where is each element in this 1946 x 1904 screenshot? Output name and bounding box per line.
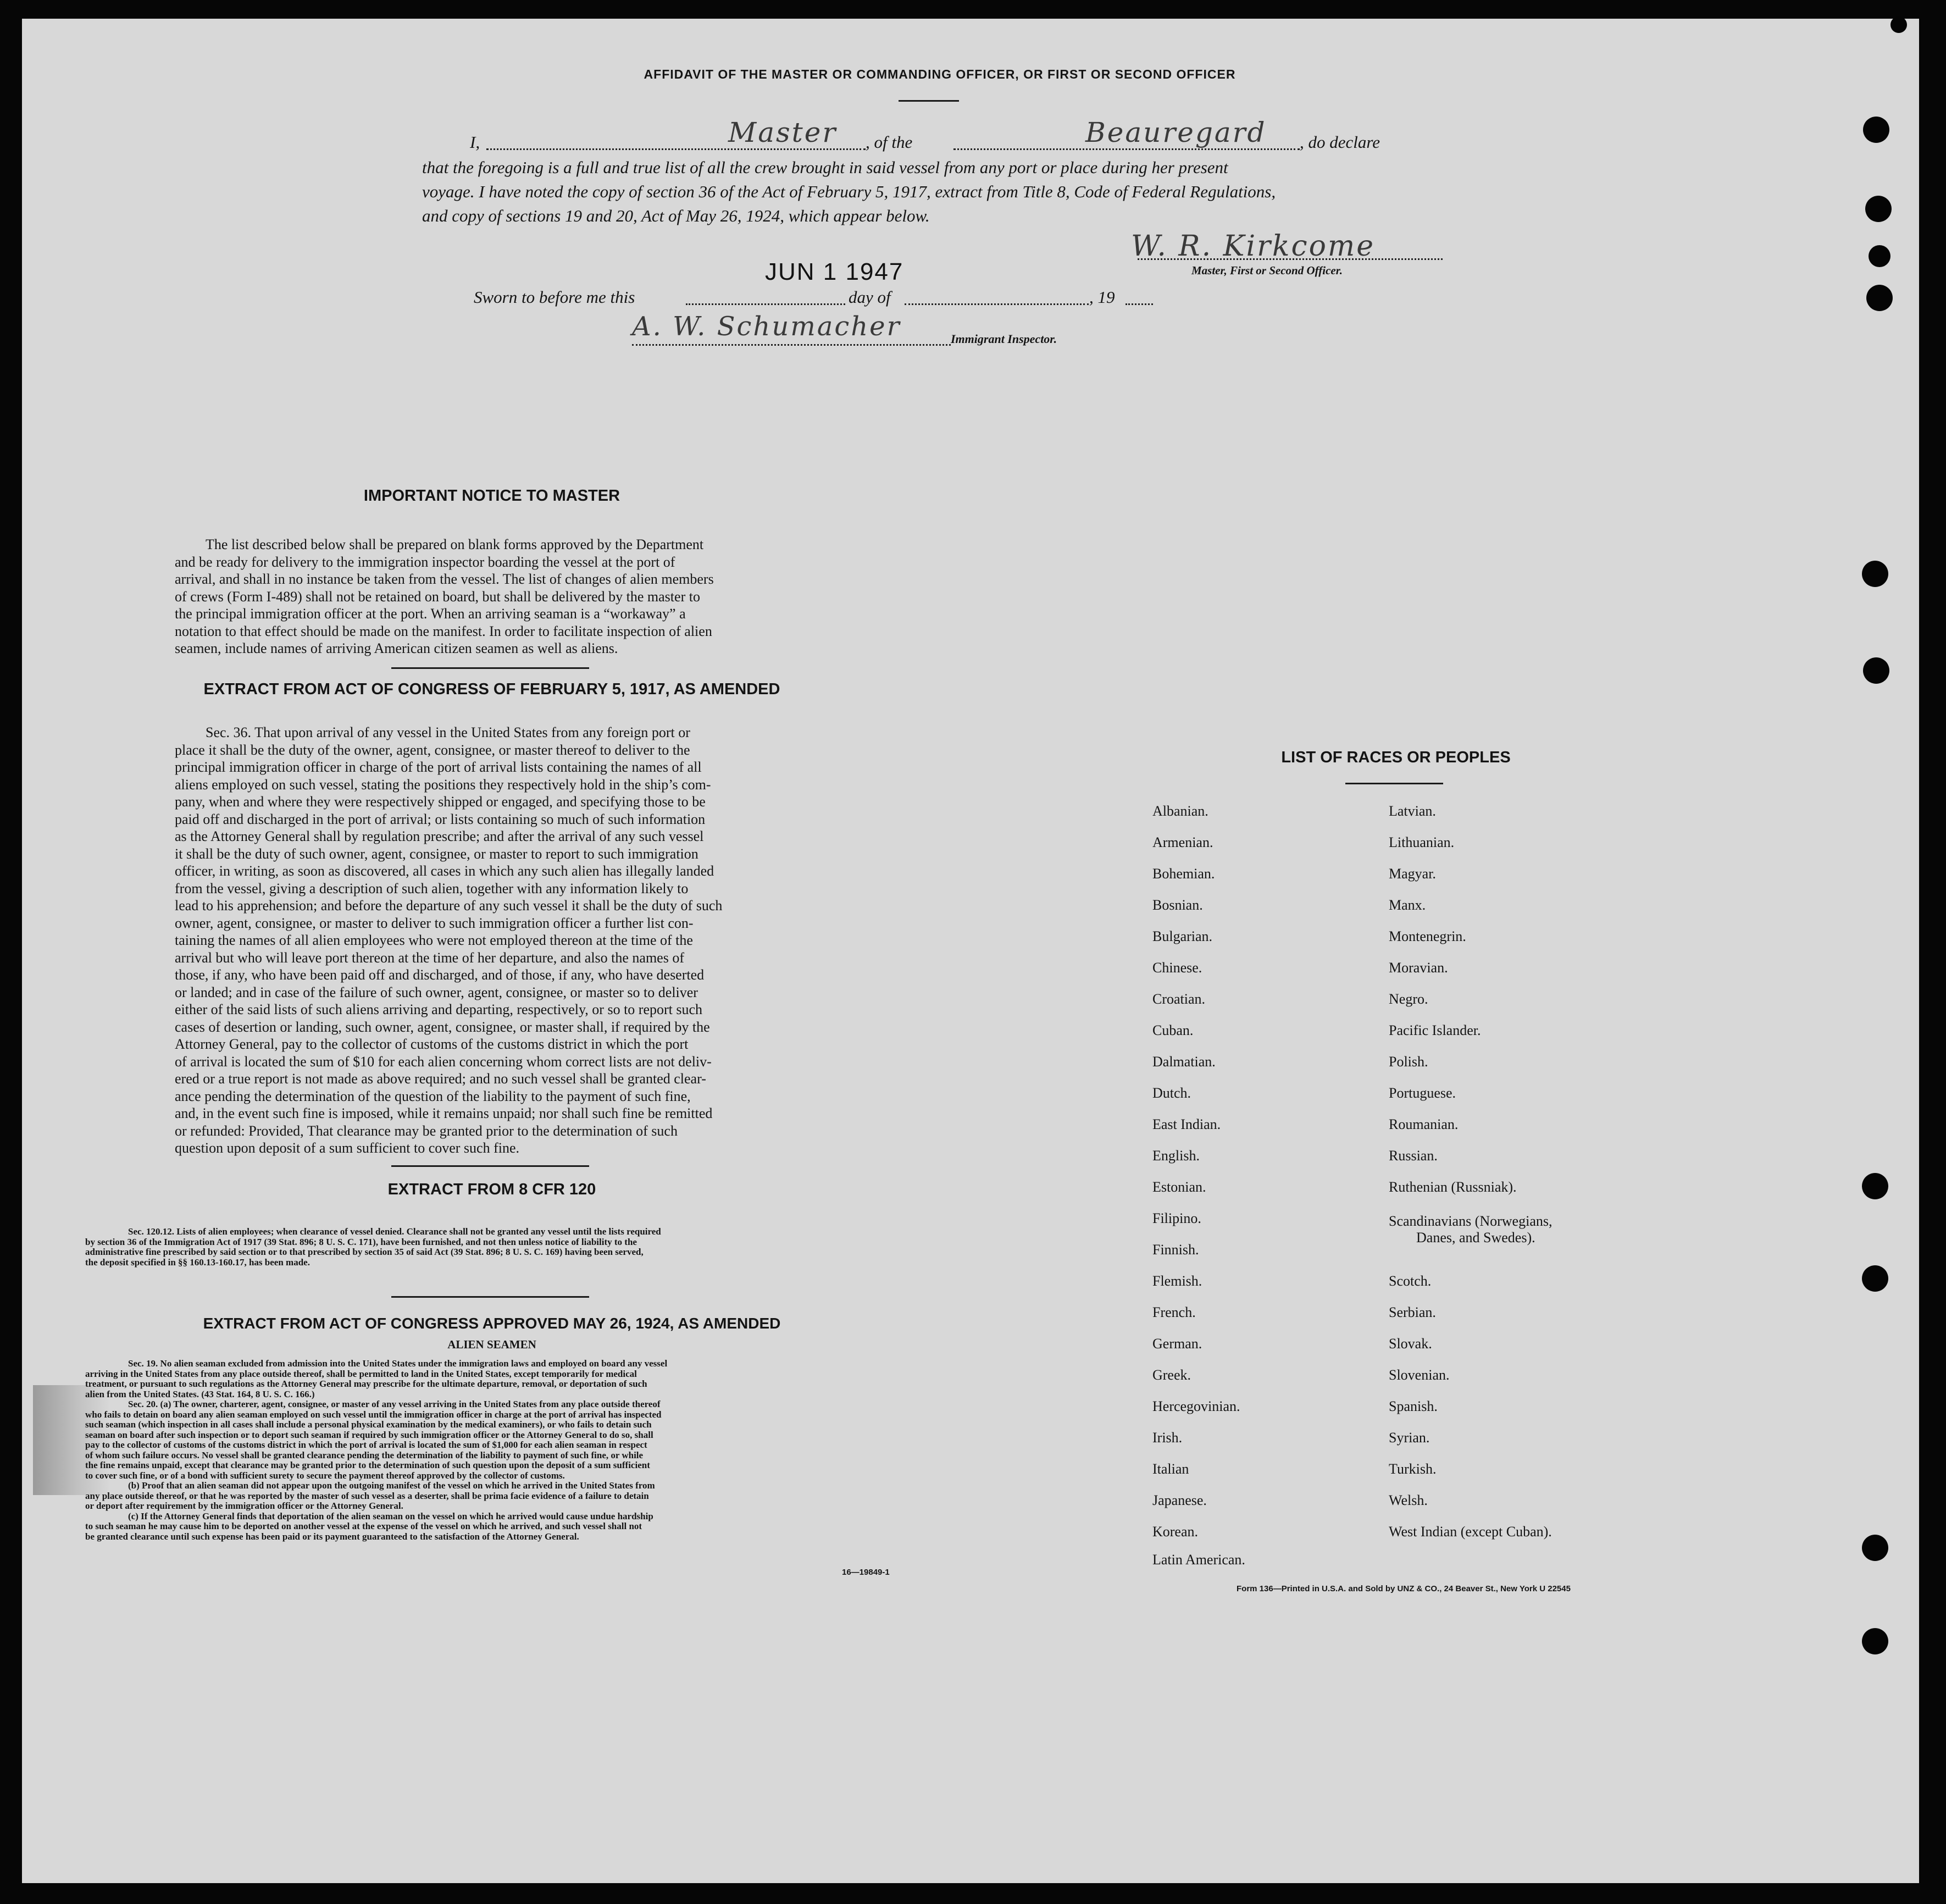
section-rule	[391, 1296, 589, 1298]
extract-line: Sec. 19. No alien seaman excluded from admission into the United States under the immigration laws and employed on board any vessel	[128, 1358, 668, 1369]
race-item: Scotch.	[1389, 1273, 1432, 1289]
race-item: West Indian (except Cuban).	[1389, 1524, 1552, 1540]
extract-line: or landed; and in case of the failure of such owner, agent, consignee, or master so to deliver	[175, 984, 698, 1000]
race-item: Greek.	[1152, 1367, 1191, 1383]
extract-line: or deport after requirement by the immigration officer or the Attorney General.	[85, 1501, 403, 1511]
extract-line: paid off and discharged in the port of arrival; or lists containing so much of such information	[175, 811, 706, 827]
race-item: Turkish.	[1389, 1461, 1437, 1477]
section-rule	[391, 1165, 589, 1167]
extract-line: those, if any, who have been paid off and discharged, and of those, if any, who have deserted	[175, 967, 705, 983]
race-item: Pacific Islander.	[1389, 1022, 1481, 1038]
binder-hole	[1863, 117, 1889, 143]
extract-line: any place outside thereof, or that he was reported by the master of such vessel as a deserter, shall be prima facie evidence of a failure to detain	[85, 1490, 649, 1501]
affidavit-line-4: and copy of sections 19 and 20, Act of May 26, 1924, which appear below.	[422, 206, 930, 225]
extract-1924-subtitle: ALIEN SEAMEN	[447, 1338, 536, 1351]
extract-line: from the vessel, giving a description of such alien, together with any information likely to	[175, 880, 689, 896]
race-item: Italian	[1152, 1461, 1189, 1477]
section-rule	[391, 667, 589, 669]
extract-line: Sec. 120.12. Lists of alien employees; when clearance of vessel denied. Clearance shall not be granted any vessel until the lists required	[128, 1226, 661, 1237]
extract-line: to cover such fine, or of a bond with sufficient surety to secure the payment thereof approved by the collector of customs.	[85, 1470, 565, 1481]
extract-1924-title: EXTRACT FROM ACT OF CONGRESS APPROVED MAY 26, 1924, AS AMENDED	[203, 1315, 781, 1332]
inspector-signature: A. W. Schumacher	[632, 311, 901, 342]
race-item: Welsh.	[1389, 1492, 1428, 1508]
race-item: Roumanian.	[1389, 1116, 1459, 1132]
extract-cfr-title: EXTRACT FROM 8 CFR 120	[387, 1181, 596, 1198]
do-declare-label: , do declare	[1300, 132, 1381, 152]
extract-line: ered or a true report is not made as above required; and no such vessel shall be granted clear-	[175, 1071, 706, 1087]
extract-line: taining the names of all alien employees who were not employed thereon at the time of the	[175, 932, 693, 948]
extract-line: Sec. 20. (a) The owner, charterer, agent, consignee, or master of any vessel arriving in the United States from any place outside thereof	[128, 1399, 661, 1409]
notice-line: The list described below shall be prepared on blank forms approved by the Department	[206, 536, 704, 552]
race-item: German.	[1152, 1336, 1202, 1352]
master-signature-line	[1138, 258, 1443, 260]
extract-1924-body	[85, 1359, 894, 1542]
year-label: , 19	[1089, 287, 1115, 307]
race-item: French.	[1152, 1304, 1196, 1320]
extract-line: aliens employed on such vessel, stating the positions they respectively hold in the ship’s com-	[175, 776, 711, 793]
extract-line: seaman on board after such inspection or to deport such seaman if required by such immigration officer or the Attorney General to do so, shall	[85, 1429, 653, 1440]
race-item: Ruthenian (Russniak).	[1389, 1179, 1517, 1195]
notice-line: seamen, include names of arriving American citizen seamen as well as aliens.	[175, 640, 618, 656]
binder-hole	[1862, 1173, 1888, 1199]
sworn-day-blank	[686, 303, 845, 305]
extract-line: pany, when and where they were respectively shipped or engaged, and specifying those to be	[175, 794, 706, 810]
extract-line: either of the said lists of such aliens arriving and departing, respectively, or so to report such	[175, 1001, 703, 1017]
race-item: Flemish.	[1152, 1273, 1202, 1289]
race-item: Serbian.	[1389, 1304, 1436, 1320]
extract-line: owner, agent, consignee, or master to deliver to such immigration officer a further list con-	[175, 915, 694, 931]
extract-line: alien from the United States. (43 Stat. 164, 8 U. S. C. 166.)	[85, 1388, 315, 1399]
form-number: 16—19849-1	[842, 1568, 890, 1577]
extract-line: administrative fine prescribed by said section or to that prescribed by section 35 of said Act (39 Stat. 896; 8 U. S. C. 169) having been served,	[85, 1247, 644, 1257]
race-item: Croatian.	[1152, 991, 1206, 1007]
extract-1917-body	[175, 724, 808, 1157]
extract-line: such seaman (which inspection in all cases shall include a personal physical examination by the medical examiners), or who fails to detain such	[85, 1419, 652, 1430]
race-item: Hercegovinian.	[1152, 1398, 1240, 1414]
race-item: Montenegrin.	[1389, 928, 1466, 944]
race-item: Polish.	[1389, 1054, 1428, 1070]
extract-line: the fine remains unpaid, except that clearance may be granted prior to the determination of such question upon the deposit of a sum sufficient	[85, 1460, 650, 1470]
extract-line: (b) Proof that an alien seaman did not appear upon the outgoing manifest of the vessel on which he arrived in the United States from	[128, 1480, 655, 1491]
race-item: English.	[1152, 1148, 1200, 1164]
master-signature-caption: Master, First or Second Officer.	[1191, 264, 1343, 277]
extract-line: Attorney General, pay to the collector of customs of the customs district in which the port	[175, 1036, 689, 1052]
affidavit-line-1	[470, 117, 1476, 155]
notice-line: notation to that effect should be made on the manifest. In order to facilitate inspection of alien	[175, 623, 712, 639]
race-item: Slovenian.	[1389, 1367, 1450, 1383]
race-item: Moravian.	[1389, 960, 1448, 976]
extract-line: of arrival is located the sum of $10 for each alien concerning whom correct lists are not deliv-	[175, 1053, 712, 1070]
vessel-handwritten: Beauregard	[1085, 117, 1267, 148]
sworn-year-blank	[1126, 303, 1153, 305]
extract-cfr-body	[85, 1227, 894, 1268]
race-item: Spanish.	[1389, 1398, 1438, 1414]
notice-line: arrival, and shall in no instance be taken from the vessel. The list of changes of alien members	[175, 571, 714, 587]
inspector-signature-line	[632, 344, 951, 346]
race-item: Magyar.	[1389, 866, 1436, 882]
extract-line: question upon deposit of a sum sufficient to cover such fine.	[175, 1140, 520, 1156]
race-item: Scandinavians (Norwegians,	[1389, 1213, 1553, 1229]
extract-line: lead to his apprehension; and before the departure of any such vessel it shall be the duty of such	[175, 898, 723, 914]
race-item: Bosnian.	[1152, 897, 1203, 913]
race-item: Latvian.	[1389, 803, 1436, 819]
extract-line: place it shall be the duty of the owner, agent, consignee, or master thereof to deliver to the	[175, 741, 690, 758]
race-item: Negro.	[1389, 991, 1428, 1007]
binder-hole	[1862, 561, 1888, 587]
extract-line: Sec. 36. That upon arrival of any vessel in the United States from any foreign port or	[206, 724, 690, 740]
extract-line: (c) If the Attorney General finds that deportation of the alien seaman on the vessel on which he arrived would cause undue hardship	[128, 1510, 653, 1521]
extract-line: and, in the event such fine is imposed, while it remains unpaid; nor shall such fine be remitted	[175, 1105, 713, 1121]
race-item: Latin American.	[1152, 1552, 1245, 1568]
extract-1917-title: EXTRACT FROM ACT OF CONGRESS OF FEBRUARY 5, 1917, AS AMENDED	[203, 680, 780, 698]
extract-line: arrival but who will leave port thereon at the time of her departure, and also the names of	[175, 949, 684, 966]
corner-mark	[1890, 16, 1907, 33]
race-item: Albanian.	[1152, 803, 1208, 819]
race-item: Manx.	[1389, 897, 1426, 913]
race-item: Russian.	[1389, 1148, 1438, 1164]
extract-line: treatment, or pursuant to such regulations as the Attorney General may prescribe for the ultimate departure, removal, or deportation of such	[85, 1379, 647, 1389]
race-item: Bulgarian.	[1152, 928, 1213, 944]
extract-line: cases of desertion or landing, such owner, agent, consignee, or master shall, if required by the	[175, 1019, 710, 1035]
races-title: LIST OF RACES OR PEOPLES	[1281, 749, 1511, 766]
extract-line: principal immigration officer in charge of the port of arrival lists containing the names of all	[175, 759, 702, 775]
notice-line: of crews (Form I-489) shall not be retained on board, but shall be delivered by the master to	[175, 588, 700, 605]
race-item: Syrian.	[1389, 1430, 1430, 1446]
extract-line: the deposit specified in §§ 160.13-160.17, has been made.	[85, 1257, 310, 1268]
extract-line: be granted clearance until such expense has been paid or its payment guaranteed to the satisfaction of the Attorney General.	[85, 1531, 579, 1542]
race-item: Danes, and Swedes).	[1416, 1230, 1535, 1246]
extract-line: ance pending the determination of the question of the liability to the payment of such fine,	[175, 1088, 691, 1104]
notice-line: the principal immigration officer at the port. When an arriving seaman is a “workaway” a	[175, 606, 686, 622]
extract-line: pay to the collector of customs of the customs district in which the port of arrival is located the sum of $1,000 for each alien seaman in respect	[85, 1440, 647, 1450]
extract-line: who fails to detain on board any alien seaman employed on such vessel until the immigration officer in charge at the port of arrival has inspected	[85, 1409, 662, 1420]
binder-hole	[1862, 1628, 1888, 1654]
race-item: Finnish.	[1152, 1242, 1199, 1258]
race-item: Lithuanian.	[1389, 834, 1455, 850]
race-item: Estonian.	[1152, 1179, 1206, 1195]
race-item: East Indian.	[1152, 1116, 1221, 1132]
extract-line: as the Attorney General shall by regulation prescribe; and after the arrival of any such vessel	[175, 828, 704, 844]
vessel-blank	[953, 148, 1300, 150]
race-item: Japanese.	[1152, 1492, 1207, 1508]
of-the-label: , of the	[866, 132, 913, 152]
race-item: Slovak.	[1389, 1336, 1432, 1352]
sworn-label: Sworn to before me this	[474, 287, 635, 307]
race-item: Irish.	[1152, 1430, 1183, 1446]
binder-hole	[1862, 1265, 1888, 1292]
name-handwritten: Master	[728, 117, 838, 148]
extract-line: by section 36 of the Immigration Act of 1917 (39 Stat. 896; 8 U. S. C. 171), have been furnished, and not then unless notice of liability to the	[85, 1236, 637, 1247]
received-date-stamp: JUN 1 1947	[765, 258, 904, 285]
i-label: I,	[470, 132, 480, 152]
affidavit-line-3: voyage. I have noted the copy of section 36 of the Act of February 5, 1917, extract from Title 8, Code of Federal Regulations,	[422, 182, 1276, 201]
binder-hole	[1862, 1535, 1888, 1561]
name-blank	[486, 148, 866, 150]
race-item: Cuban.	[1152, 1022, 1194, 1038]
extract-line: officer, in writing, as soon as discovered, all cases in which any such alien has illegally landed	[175, 863, 714, 879]
inspector-caption: Immigrant Inspector.	[951, 332, 1057, 346]
binder-hole	[1863, 657, 1889, 684]
binder-hole	[1866, 285, 1893, 311]
title-rule	[899, 100, 959, 102]
extract-line: of whom such failure occurs. No vessel shall be granted clearance pending the determination of the liability to payment of such fine, or while	[85, 1449, 644, 1460]
master-signature: W. R. Kirkcome	[1131, 230, 1375, 263]
extract-line: to such seaman he may cause him to be deported on another vessel at the expense of the vessel on which he arrived, and such vessel shall not	[85, 1521, 642, 1531]
race-item: Filipino.	[1152, 1210, 1201, 1226]
affidavit-title: AFFIDAVIT OF THE MASTER OR COMMANDING OFFICER, OR FIRST OR SECOND OFFICER	[644, 67, 1236, 81]
notice-title: IMPORTANT NOTICE TO MASTER	[363, 487, 620, 505]
affidavit-line-2: that the foregoing is a full and true list of all the crew brought in said vessel from any port or place during her present	[422, 158, 1228, 177]
race-item: Chinese.	[1152, 960, 1202, 976]
notice-body	[175, 536, 808, 657]
race-item: Bohemian.	[1152, 866, 1215, 882]
extract-line: or refunded: Provided, That clearance may be granted prior to the determination of such	[175, 1122, 678, 1139]
race-item: Armenian.	[1152, 834, 1213, 850]
extract-line: arriving in the United States from any place outside thereof, shall be permitted to land in the United States, except temporarily for medical	[85, 1368, 637, 1379]
races-title-rule	[1345, 783, 1443, 784]
binder-hole	[1865, 196, 1892, 222]
extract-line: it shall be the duty of such owner, agent, consignee, or master to report to such immigration	[175, 845, 698, 862]
sworn-month-blank	[905, 303, 1089, 305]
notice-line: and be ready for delivery to the immigration inspector boarding the vessel at the port of	[175, 554, 675, 570]
binder-hole	[1869, 245, 1890, 267]
printer-footer: Form 136—Printed in U.S.A. and Sold by UNZ & CO., 24 Beaver St., New York U 22545	[1237, 1584, 1571, 1593]
race-item: Dalmatian.	[1152, 1054, 1216, 1070]
race-item: Korean.	[1152, 1524, 1199, 1540]
day-of-label: day of	[849, 287, 891, 307]
race-item: Portuguese.	[1389, 1085, 1456, 1101]
race-item: Dutch.	[1152, 1085, 1191, 1101]
